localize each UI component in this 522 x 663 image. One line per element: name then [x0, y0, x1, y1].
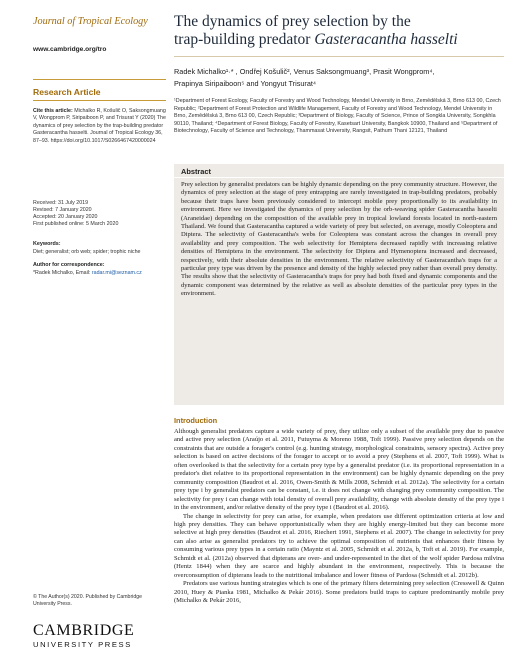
- authors: [174, 66, 504, 91]
- introduction-heading: Introduction: [174, 416, 218, 425]
- keywords-heading: Keywords:: [33, 241, 61, 247]
- authors-line-2[interactable]: Prapinya Siripaiboon⁵ and Yongyut Trisurat⁴: [174, 79, 317, 89]
- cite-label: Cite this article:: [33, 108, 73, 114]
- article-title: [174, 13, 504, 49]
- date-accepted: Accepted: 20 January 2020: [33, 214, 98, 221]
- abstract-text: Prey selection by generalist predators can be highly dynamic depending on the prey community structure. However, the dynamics of prey selection at the stage of prey entrapping are rarely investigated in trap-building predators, probably because their traps have been previously considered to intercept mobile prey proportionally to its availability in environment. Here we investigated the dynamics of prey selection by the orb-weaving spider Gasteracantha hasselti (Araneidae) depending on the composition of the available prey in tropical lowland forests located in north-eastern Thailand. We found that Gasteracantha captured a wide variety of prey but selected, on average, mostly Coleoptera and Diptera. The selectivity of Gasteracantha's webs for Coleoptera was constant across the changes in overall prey availability and prey composition. The web selectivity for Hemiptera decreased rapidly with increasing relative densities of Hemiptera in the environment. The selectivity for Diptera and Hymenoptera increased and decreased, respectively, with their absolute densities in the environment. The relative selectivity of Gasteracantha's traps for a particular prey type was driven by the presence and density of the highly selected prey rather than overall prey density. The results show that the selectivity of Gasteracantha's traps for prey had both fixed and dynamic components and the dynamic component was determined by the relative as well as absolute densities of the particular prey types in the environment.: [181, 181, 497, 298]
- date-revised: Revised: 7 January 2020: [33, 207, 92, 214]
- title-line-2: [174, 31, 504, 49]
- title-line-2-prefix: trap-building predator: [174, 31, 311, 48]
- keywords: Diet; generalist; orb web; spider; trophic niche: [33, 249, 141, 255]
- citation-block: [33, 108, 166, 145]
- abstract-heading: Abstract: [181, 167, 211, 176]
- affiliations: ¹Department of Forest Ecology, Faculty of Forestry and Wood Technology, Mendel University in Brno, Zemědělská 3, Brno 613 00, Czech Republic; ²Department of Forest Protection and Wildlife Management, Faculty of Forestry and Wood Technology, Mendel University in Brno, Zemědělská 3, Brno 613 00, Czech Republic; ³Department of Biology, Faculty of Science, Prince of Songkla University, Songkhla 90110, Thailand; ⁴Department of Forest Biology, Faculty of Forestry, Kasetsart University, Bangkok 10900, Thailand and ⁵Department of Biotechnology, Faculty of Science and Technology, Thammasat University, Rangsit, Pathum Thani 12121, Thailand: [174, 98, 501, 134]
- authors-line-1[interactable]: Radek Michalko¹·* , Ondřej Košulič², Venus Saksongmuang³, Prasit Wongprom⁴,: [174, 67, 435, 76]
- publisher-logo-bottom: UNIVERSITY PRESS: [33, 640, 132, 649]
- intro-paragraph-3: Predators use various hunting strategies which is one of the primary filters determining prey selection (Cresswell & Quinn 2010, Huey & Pianka 1981, Michalko & Pekár 2016). Some predators build traps to capture predominantly mobile prey (Michalko & Pekár 2016,: [174, 580, 504, 605]
- article-type: Research Article: [33, 87, 101, 97]
- intro-paragraph-1: Although generalist predators capture a wide variety of prey, they utilize only a subset of the available prey due to passive and active prey selection (Araújo et al. 2011, Futuyma & Moreno 1988, Toft 1999). Passive prey selection depends on the constraints that are outside a forager's control (e.g. hunting strategy, morphological constraints, sensory spectra). Active prey selection is based on active decisions of the forager to accept or to avoid a prey (Stephens et al. 2007, Toft 1999). What is often overlooked is that the selectivity for a certain prey type by a generalist predator (i.e. its proportional representation in a predator's diet relative to its proportional representation in the environment) can be highly dynamic depending on the prey community composition (Baudrot et al. 2016, Owen-Smith & Mills 2008, Schmidt et al. 2012a). The selectivity for a certain prey type i by generalist predators can be constant, i.e. it does not change with changing prey community composition. The selectivity for prey i can change with total density of overall prey availability, change with absolute density of the prey type i in the environment, and/or relative density of the prey type i (Baudrot et al. 2016).: [174, 428, 504, 512]
- abstract-divider: [174, 177, 504, 178]
- date-received: Received: 31 July 2019: [33, 200, 89, 206]
- correspondence-name: *Radek Michalko, Email:: [33, 270, 91, 276]
- introduction-body: [174, 428, 504, 606]
- correspondence: [33, 270, 142, 276]
- sidebar-divider: [33, 100, 166, 101]
- date-first-published: First published online: 5 March 2020: [33, 221, 119, 228]
- title-species: Gasteracantha hasselti: [314, 31, 458, 48]
- title-line-1: The dynamics of prey selection by the: [174, 13, 411, 30]
- correspondence-heading: Author for correspondence:: [33, 262, 105, 268]
- intro-paragraph-2: The change in selectivity for prey can arise, for example, when predators use different optimization criteria at low and high prey densities. They can behave opportunistically when they are highly energy-limited but they can become more selective at high prey densities (Baudrot et al. 2016, Riechert 1991, Stephens et al. 2007). The change in selectivity for prey can also arise as generalist predators try to achieve the optimal composition of nutrients that enhances their fitness by consuming various prey types in a certain ratio (Mayntz et al. 2005, Schmidt et al. 2012a, b, Toft et al. 2019). For example, Schmidt et al. (2012a) observed that dipterans are over- and under-represented in the diet of the wolf spider Pardosa milvina (Hentz 1844) when they are scarce and highly abundant in the environment, respectively. This is because the overconsumption of dipterans leads to the nutritional imbalance and lower fitness of Pardosa (Schmidt et al. 2012b).: [174, 512, 504, 579]
- sidebar-divider: [33, 79, 166, 80]
- correspondence-email[interactable]: radar.mi@seznam.cz: [91, 270, 142, 276]
- cite-text: Michalko R, Košulič O, Saksongmuang V, Wongprom P, Siripaiboon P, and Trisurat Y (2020) The dynamics of prey selection by the trap-building predator Gasteracantha hasselti. Journal of Tropical Ecology 36, 87–93. https://doi.org/10.1017/S0266467420000024: [33, 108, 166, 144]
- copyright: © The Author(s) 2020. Published by Cambridge University Press.: [33, 594, 142, 607]
- journal-url[interactable]: www.cambridge.org/tro: [33, 46, 107, 53]
- title-divider: [174, 56, 504, 57]
- dates-block: [33, 200, 118, 228]
- publisher-logo-top: CAMBRIDGE: [33, 622, 135, 639]
- journal-name[interactable]: Journal of Tropical Ecology: [33, 16, 148, 27]
